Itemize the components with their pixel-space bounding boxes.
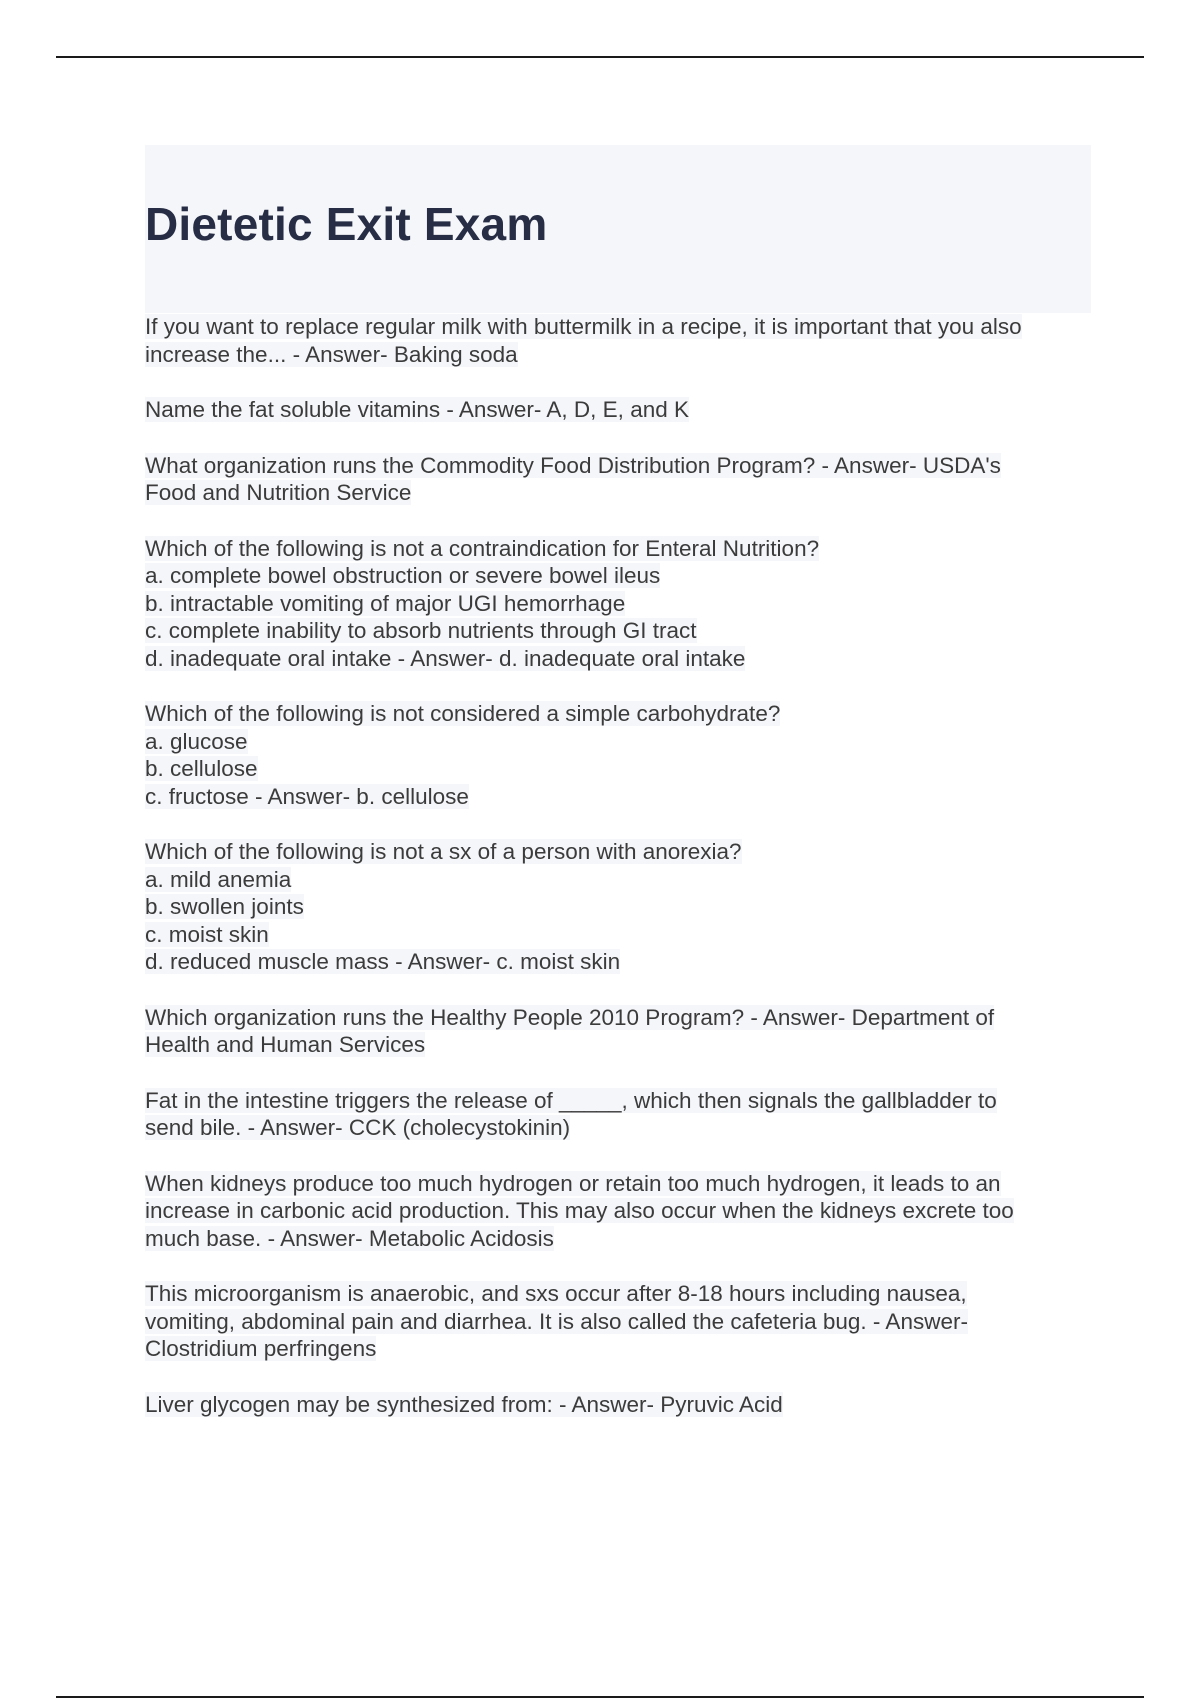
qa-line: c. complete inability to absorb nutrients through GI tract bbox=[145, 618, 697, 643]
qa-line: d. inadequate oral intake - Answer- d. inadequate oral intake bbox=[145, 645, 746, 671]
qa-line: Food and Nutrition Service bbox=[145, 480, 412, 505]
qa-line: a. mild anemia bbox=[145, 866, 292, 892]
qa-line: Which organization runs the Healthy People 2010 Program? - Answer- Department of bbox=[145, 1004, 995, 1030]
qa-line: Fat in the intestine triggers the release of _____, which then signals the gallbladder to bbox=[145, 1087, 997, 1113]
title-banner bbox=[145, 145, 1091, 313]
qa-line: a. complete bowel obstruction or severe bowel ileus bbox=[145, 563, 661, 588]
qa-line: much base. - Answer- Metabolic Acidosis bbox=[145, 1225, 554, 1251]
qa-item bbox=[145, 838, 1091, 976]
bottom-rule bbox=[56, 1696, 1144, 1698]
qa-line: Liver glycogen may be synthesized from: - Answer- Pyruvic Acid bbox=[145, 1391, 783, 1417]
qa-item bbox=[145, 1391, 1091, 1419]
document-body bbox=[145, 145, 1091, 1446]
qa-item bbox=[145, 396, 1091, 424]
qa-line: b. intractable vomiting of major UGI hemorrhage bbox=[145, 590, 626, 616]
qa-line: Which of the following is not a contraindication for Enteral Nutrition? bbox=[145, 535, 820, 561]
qa-line: Name the fat soluble vitamins - Answer- A, D, E, and K bbox=[145, 397, 689, 422]
qa-line: c. moist skin bbox=[145, 921, 269, 947]
qa-line: What organization runs the Commodity Food Distribution Program? - Answer- USDA's bbox=[145, 452, 1001, 478]
qa-line: c. fructose - Answer- b. cellulose bbox=[145, 783, 469, 809]
qa-line: send bile. - Answer- CCK (cholecystokinin) bbox=[145, 1115, 571, 1140]
qa-item bbox=[145, 535, 1091, 673]
qa-item bbox=[145, 452, 1091, 507]
document-title: Dietetic Exit Exam bbox=[145, 198, 548, 250]
qa-line: If you want to replace regular milk with buttermilk in a recipe, it is important that you also bbox=[145, 314, 1022, 339]
qa-line: b. swollen joints bbox=[145, 894, 304, 919]
qa-line: Which of the following is not a sx of a person with anorexia? bbox=[145, 839, 742, 864]
qa-line: a. glucose bbox=[145, 728, 248, 754]
qa-line: d. reduced muscle mass - Answer- c. moist skin bbox=[145, 949, 621, 974]
qa-item bbox=[145, 1004, 1091, 1059]
qa-line: Health and Human Services bbox=[145, 1032, 426, 1057]
qa-item bbox=[145, 1087, 1091, 1142]
qa-line: This microorganism is anaerobic, and sxs occur after 8-18 hours including nausea, bbox=[145, 1281, 967, 1306]
qa-line: When kidneys produce too much hydrogen or retain too much hydrogen, it leads to an bbox=[145, 1170, 1001, 1196]
qa-line: b. cellulose bbox=[145, 756, 258, 781]
qa-item bbox=[145, 1170, 1091, 1253]
qa-line: Which of the following is not considered a simple carbohydrate? bbox=[145, 701, 781, 726]
qa-line: increase in carbonic acid production. This may also occur when the kidneys excrete too bbox=[145, 1198, 1014, 1223]
qa-list bbox=[145, 313, 1091, 1418]
qa-item bbox=[145, 700, 1091, 810]
qa-item bbox=[145, 313, 1091, 368]
qa-line: Clostridium perfringens bbox=[145, 1336, 377, 1361]
qa-item bbox=[145, 1280, 1091, 1363]
qa-line: increase the... - Answer- Baking soda bbox=[145, 341, 518, 367]
qa-line: vomiting, abdominal pain and diarrhea. It is also called the cafeteria bug. - Answer- bbox=[145, 1308, 968, 1334]
top-rule bbox=[56, 56, 1144, 58]
